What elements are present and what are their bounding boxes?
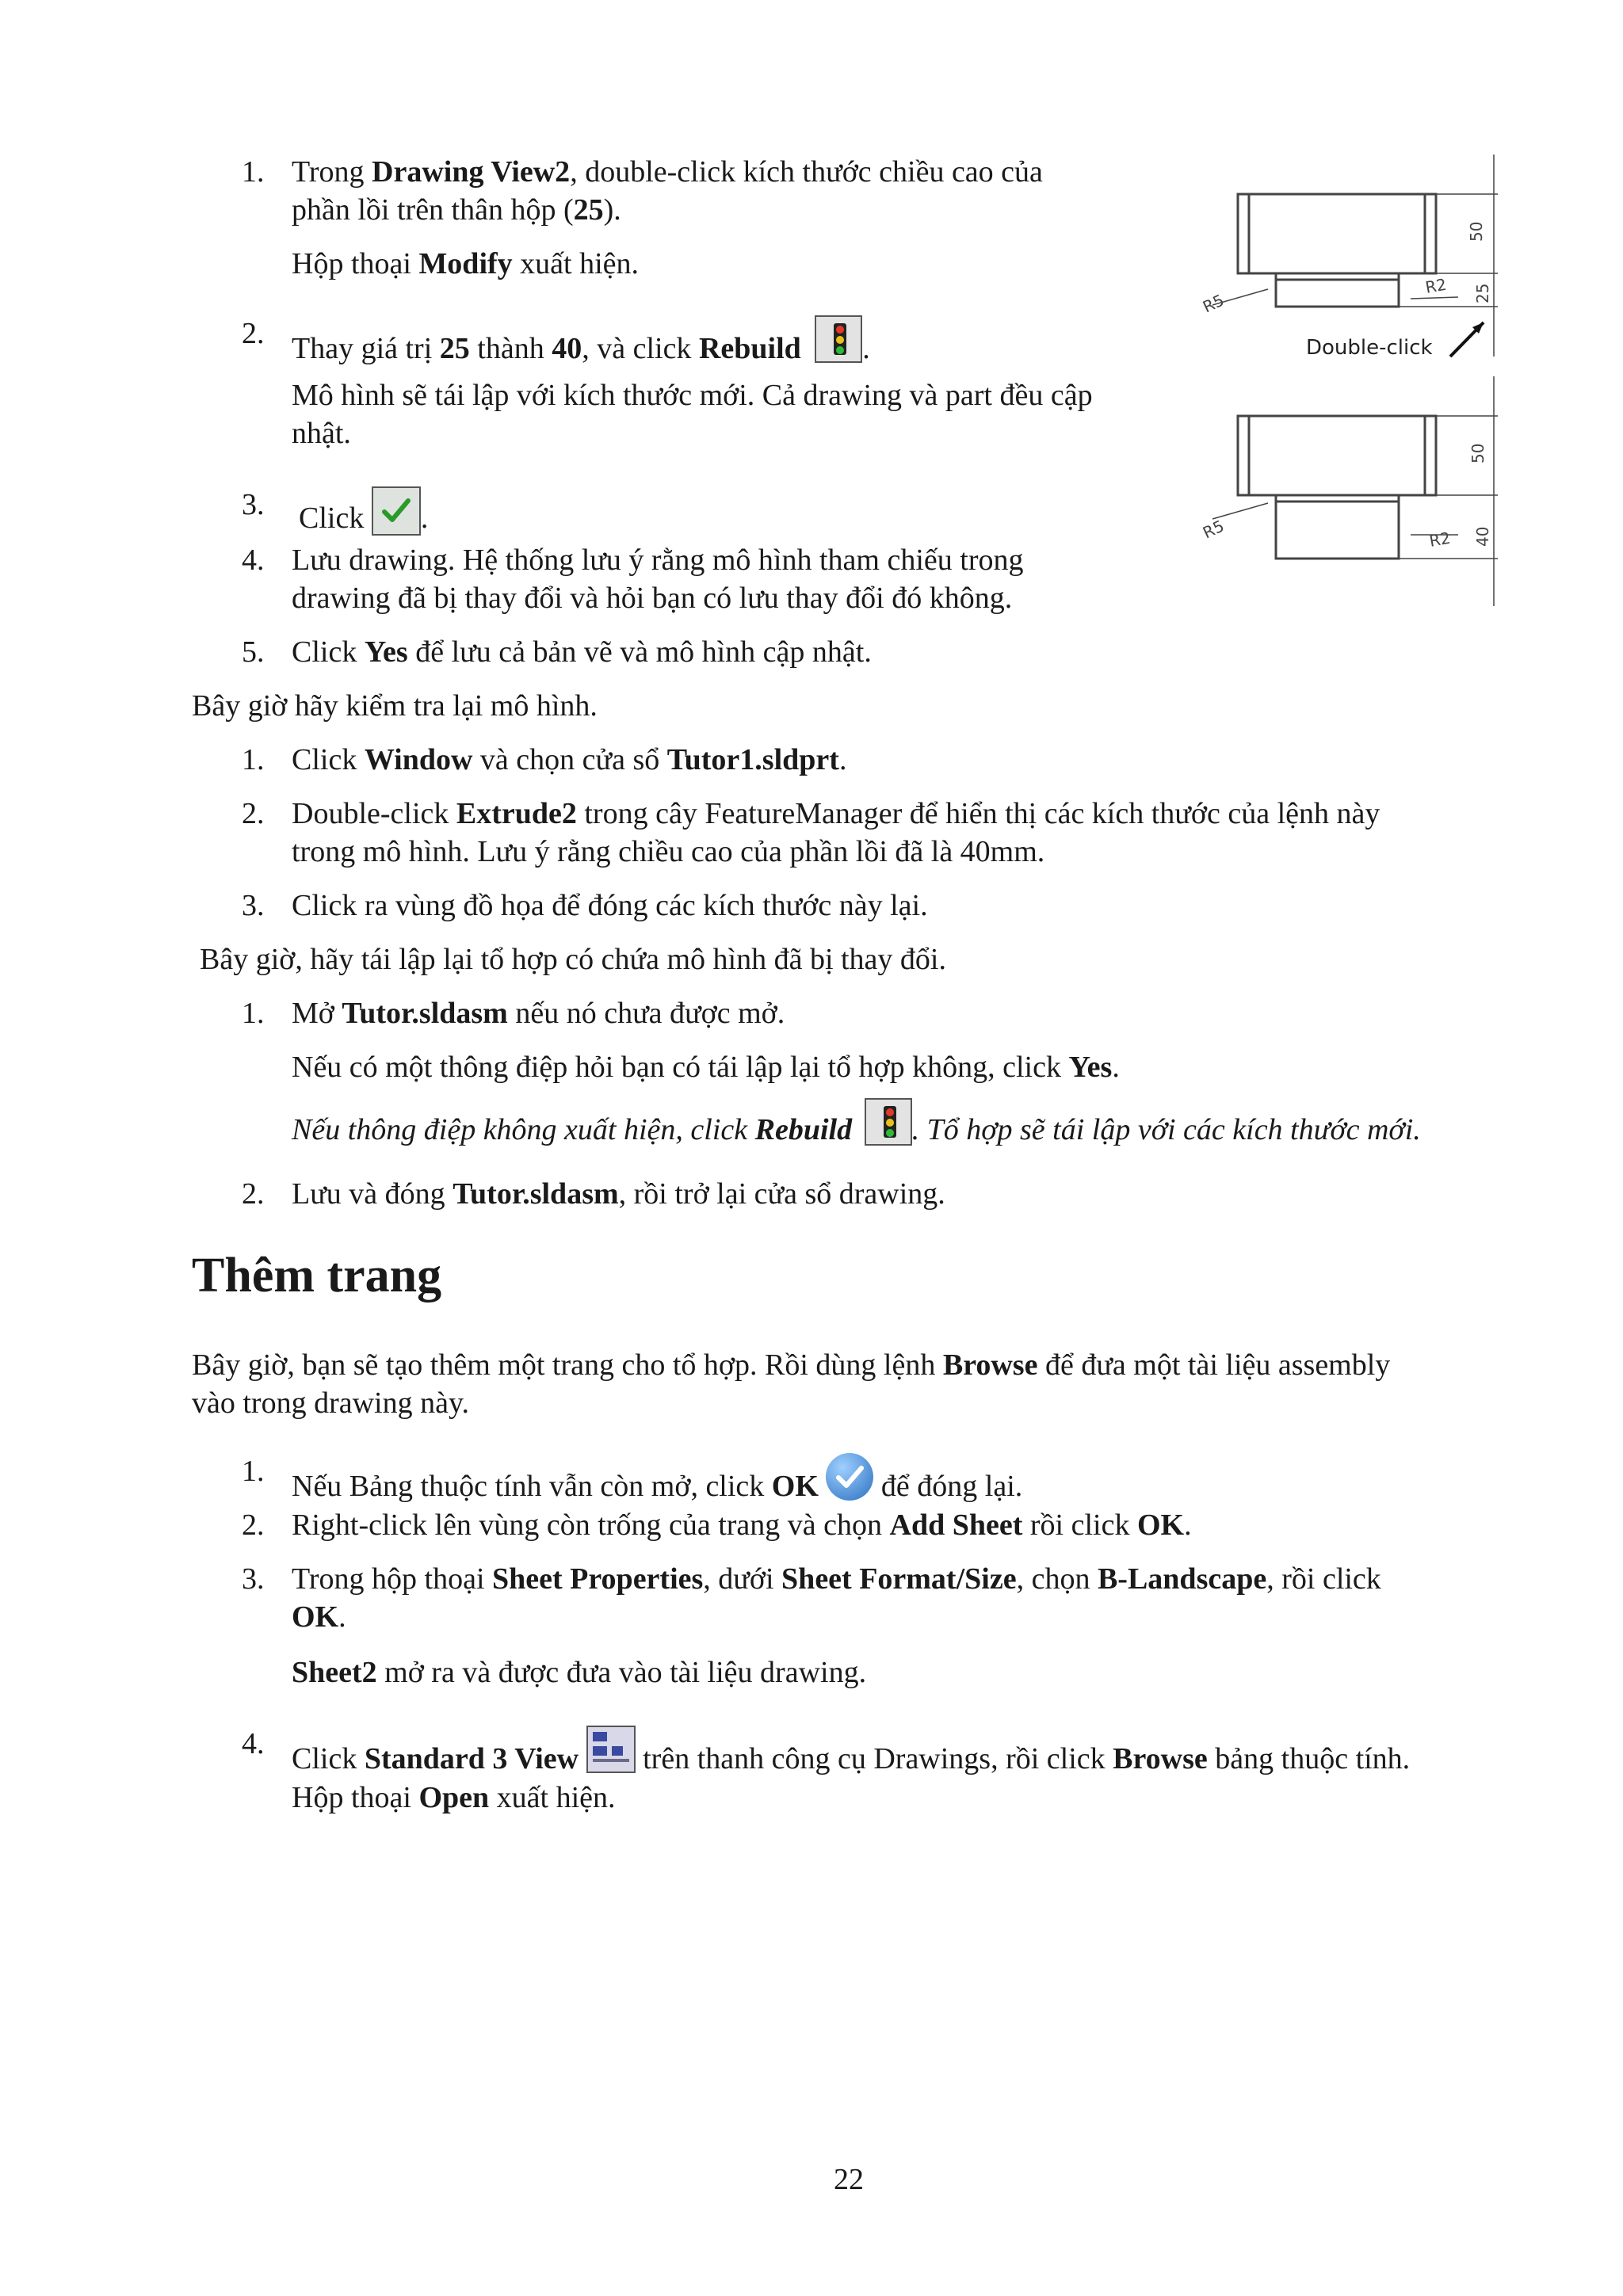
text: . — [1112, 1051, 1120, 1084]
page-number: 22 — [834, 2163, 864, 2196]
list-number: 2. — [242, 1508, 265, 1542]
bold-text: B-Landscape — [1097, 1562, 1267, 1596]
text: mở ra và được đưa vào tài liệu drawing. — [376, 1656, 867, 1689]
dim-25: 25 — [1473, 283, 1492, 303]
text: ). — [603, 193, 621, 227]
list-text: Click ra vùng đồ họa để đóng các kích thước này lại. — [292, 889, 928, 922]
text: vào trong drawing này. — [192, 1386, 469, 1420]
bold-text: Rebuild — [698, 332, 801, 365]
bold-text: Yes — [364, 635, 408, 669]
bold-text: Tutor1.sldprt — [666, 743, 839, 776]
r2-label: R2 — [1423, 274, 1449, 297]
text: . — [420, 502, 429, 535]
text: Nếu Bảng thuộc tính vẫn còn mở, click — [292, 1470, 772, 1503]
bold-text: Sheet Properties — [492, 1562, 704, 1596]
bold-text: Open — [418, 1781, 490, 1814]
dim-50: 50 — [1468, 443, 1487, 463]
bold-text: 25 — [439, 332, 470, 365]
bold-text: Standard 3 View — [364, 1742, 579, 1775]
list-number: 3. — [242, 488, 265, 521]
text: Double-click — [292, 797, 456, 830]
text: trong cây FeatureManager để hiển thị các kích thước của lệnh này — [576, 797, 1381, 830]
text: xuất hiện. — [489, 1781, 616, 1814]
bold-text: Drawing View2 — [372, 155, 571, 189]
text: Click — [292, 743, 365, 776]
s3-item1-sub — [292, 1049, 1120, 1087]
text: , chọn — [1016, 1562, 1098, 1596]
text: Nếu có một thông điệp hỏi bạn có tái lập lại tổ hợp không, click — [292, 1051, 1069, 1084]
text: thành — [469, 332, 552, 365]
text: Mở — [292, 997, 342, 1030]
bold-text: Browse — [1113, 1742, 1208, 1775]
bold-text: OK — [771, 1470, 819, 1503]
bold-text: Browse — [942, 1348, 1038, 1382]
text: Hộp thoại — [292, 1781, 419, 1814]
list-number: 3. — [242, 889, 265, 922]
text: Trong — [292, 155, 372, 189]
text: Thay giá trị — [292, 332, 440, 365]
text: Hộp thoại — [292, 247, 419, 280]
dim-40: 40 — [1473, 526, 1492, 547]
bold-text: Rebuild — [754, 1113, 853, 1146]
bold-text: 25 — [573, 193, 604, 227]
text: . — [1184, 1508, 1192, 1542]
text: Click — [299, 502, 365, 535]
bold-text: Add Sheet — [889, 1508, 1023, 1542]
list-number: 1. — [242, 155, 265, 189]
list-number: 3. — [242, 1562, 265, 1596]
text: trên thanh công cụ Drawings, rồi click — [643, 1742, 1113, 1775]
text: nhật. — [292, 416, 351, 450]
paragraph-check-model: Bây giờ hãy kiểm tra lại mô hình. — [192, 689, 598, 723]
text: Bây giờ, bạn sẽ tạo thêm một trang cho tổ hợp. Rồi dùng lệnh — [192, 1348, 943, 1382]
list-number: 2. — [242, 1177, 265, 1211]
standard-3-view-icon[interactable] — [586, 1726, 636, 1773]
r5-label: R5 — [1199, 516, 1228, 543]
paragraph-add-sheet — [192, 1347, 1507, 1422]
text: . — [338, 1600, 346, 1634]
list-number: 4. — [242, 543, 265, 577]
list-number: 1. — [242, 1455, 265, 1488]
s4-item4-sub — [292, 1779, 616, 1817]
list-number: 1. — [242, 743, 265, 776]
list-number: 1. — [242, 997, 265, 1030]
bold-text: Window — [364, 743, 473, 776]
bold-text: Yes — [1068, 1051, 1113, 1084]
text: rồi click — [1022, 1508, 1137, 1542]
text: để đóng lại. — [873, 1470, 1023, 1503]
list-number: 5. — [242, 635, 265, 669]
text: . Tổ hợp sẽ tái lập với các kích thước mới. — [911, 1113, 1421, 1146]
s3-item1-note — [292, 1098, 1421, 1150]
bold-text: OK — [1136, 1508, 1185, 1542]
bold-text: Sheet2 — [292, 1656, 377, 1689]
list-number: 4. — [242, 1727, 265, 1760]
text: Click — [292, 635, 365, 669]
bold-text: Tutor.sldasm — [342, 997, 508, 1030]
text: Right-click lên vùng còn trống của trang và chọn — [292, 1508, 890, 1542]
text: để lưu cả bản vẽ và mô hình cập nhật. — [407, 635, 872, 669]
text: Mô hình sẽ tái lập với kích thước mới. Cả drawing và part đều cập — [292, 379, 1093, 412]
text: Lưu và đóng — [292, 1177, 453, 1211]
text: . — [838, 743, 847, 776]
s4-item3-sub — [292, 1654, 866, 1692]
bold-text: Tutor.sldasm — [453, 1177, 619, 1211]
text: , dưới — [703, 1562, 782, 1596]
list-number: 2. — [242, 797, 265, 830]
text: . — [862, 332, 870, 365]
text: và chọn cửa sổ — [472, 743, 667, 776]
r5-label: R5 — [1199, 290, 1228, 317]
rebuild-icon[interactable] — [865, 1098, 912, 1146]
text: Click — [292, 1742, 365, 1775]
s1-item2-sub — [292, 377, 1176, 452]
bold-text: Modify — [418, 247, 513, 280]
bold-text: 40 — [552, 332, 582, 365]
section-heading: Thêm trang — [192, 1249, 442, 1302]
part-drawing-figure — [1189, 147, 1522, 622]
text: xuất hiện. — [512, 247, 640, 280]
text: drawing đã bị thay đổi và hỏi bạn có lưu thay đổi đó không. — [292, 581, 1013, 615]
text: , và click — [582, 332, 699, 365]
text: nếu nó chưa được mở. — [507, 997, 785, 1030]
ok-checkmark-icon[interactable] — [372, 486, 421, 536]
rebuild-icon[interactable] — [815, 315, 862, 363]
text: , double-click kích thước chiều cao của — [570, 155, 1043, 189]
bold-text: Extrude2 — [456, 797, 577, 830]
text: phần lồi trên thân hộp ( — [292, 193, 574, 227]
text: bảng thuộc tính. — [1207, 1742, 1411, 1775]
paragraph-rebuild-assembly: Bây giờ, hãy tái lập lại tổ hợp có chứa mô hình đã bị thay đổi. — [200, 943, 946, 976]
s1-item1-sub — [292, 246, 639, 284]
ok-checkmark-icon[interactable] — [826, 1453, 873, 1501]
bold-text: Sheet Format/Size — [781, 1562, 1017, 1596]
list-text — [292, 154, 1227, 229]
r2-label: R2 — [1427, 528, 1453, 551]
text: Nếu thông điệp không xuất hiện, click — [292, 1113, 755, 1146]
double-click-callout: Double-click — [1306, 336, 1433, 360]
list-number: 2. — [242, 317, 265, 350]
text: , rồi trở lại cửa sổ drawing. — [618, 1177, 945, 1211]
text: , rồi click — [1266, 1562, 1381, 1596]
text: Trong hộp thoại — [292, 1562, 493, 1596]
dim-50: 50 — [1467, 221, 1486, 242]
text: Lưu drawing. Hệ thống lưu ý rằng mô hình tham chiếu trong — [292, 543, 1024, 577]
bold-text: OK — [292, 1600, 339, 1634]
text: trong mô hình. Lưu ý rằng chiều cao của phần lồi đã là 40mm. — [292, 834, 1045, 868]
text: để đưa một tài liệu assembly — [1037, 1348, 1391, 1382]
